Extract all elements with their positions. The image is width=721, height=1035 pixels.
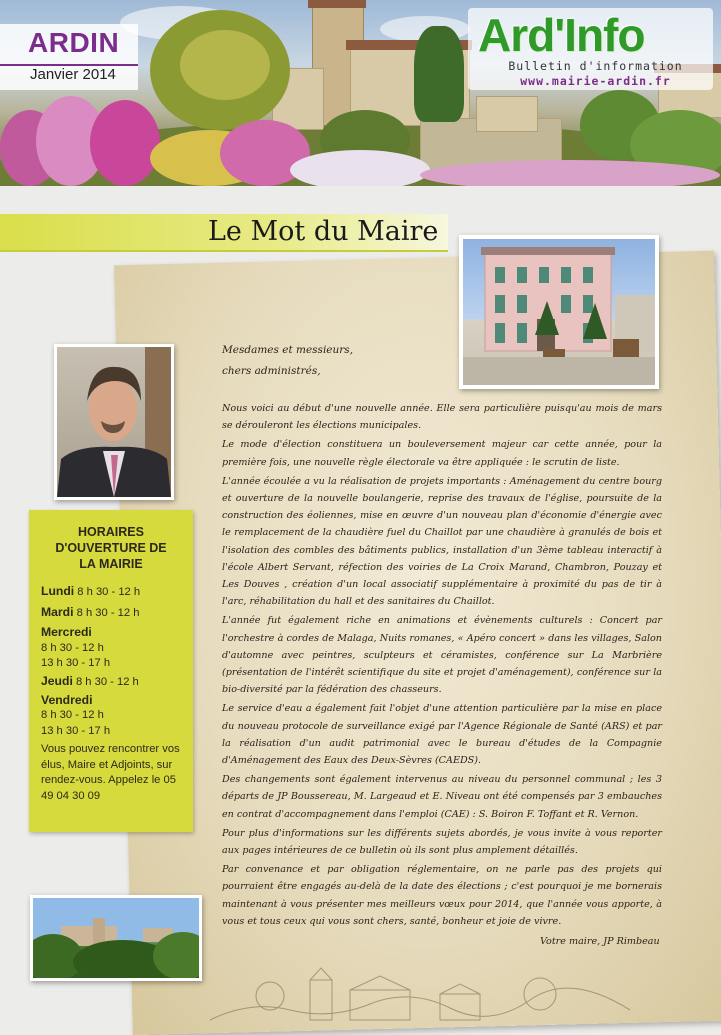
letter-salutation [222,340,353,382]
letter-body [222,400,662,932]
hours-entry-lundi [41,584,191,601]
town-hall-photo [459,235,659,389]
website-link[interactable]: www.mairie-ardin.fr [520,74,671,88]
issue-date: Janvier 2014 [30,66,116,83]
opening-hours-list [41,584,191,741]
village-sketch-illustration [210,960,630,1024]
time-range: 8 h 30 - 12 h [41,709,104,722]
day-label: Lundi [41,584,75,598]
letter-paragraph: Le service d'eau a également fait l'objet d'une attention particulière par la mise en place du nouveau protocole de surveillance exigé par l'Agence Régionale de Santé (ARS) et par la réalisation d'un audit patrimonial avec le bureau d'études de la Compagnie d'Aménagement des Eaux des Deux-Sèvres (CAEDS). [222,703,662,767]
day-label: Vendredi [41,692,93,707]
salutation-line-1: Mesdames et messieurs, [222,344,354,356]
letter-paragraph: Par convenance et par obligation réglementaire, on ne parle pas des projets qui pourraient être engagés au-delà de la date des élections ; c'est pourquoi je me bornerais maintenant à vous présenter mes meilleurs vœux pour 2014, que l'année vous apporte, à vous et tous ceux qui vous sont chers, santé, bonheur et joie de vivre. [222,864,662,927]
opening-hours-title: HORAIRES D'OUVERTURE DE LA MAIRIE [55,525,167,571]
mayor-portrait [54,344,174,500]
section-title-underline [0,250,448,252]
letter-paragraph: Le mode d'élection constituera un bouleversement majeur car cette année, pour la première fois, une nouvelle règle électorale va être appliquée : le scrutin de liste. [222,439,662,468]
hours-entry-jeudi [41,674,191,691]
letter-paragraph: L'année fut également riche en animations et évènements culturels : Concert par l'orchestre à cordes de Malaga, Nuits romanes, « Apéro concert » dans les villages, Salon d'automne avec peintres, sculpteurs et céramistes, conférence sur La Marbrière (présentation de l'intérêt scientifique du site et projet d'aménagement), conférence sur la bio-diversité par la fédération des chasseurs. [222,615,662,696]
bulletin-name: Ard'Info [478,9,645,61]
hours-entry-mardi [41,605,191,622]
appointment-note: Vous pouvez rencontrer vos élus, Maire et Adjoints, sur rendez-vous. Appelez le 05 49 04 30 09 [41,743,180,802]
letter-paragraph: L'année écoulée a vu la réalisation de projets importants : Aménagement du centre bourg et ouverture de la nouvelle boulangerie, reprise des travaux de l'église, poursuite de la construction des éoliennes, mise en œuvre d'un nouveau plan d'économie d'énergie avec le remplacement de la chaudière fuel du Chaillot par une chaudière à granulés de bois et l'isolation des combles des bâtiments publics, installation d'un 3ème tableau interactif à l'école Albert Servant, réfection des voiries de La Croix Marand, Chambron, Pouzay et Les Douves , création d'un local associatif supplémentaire à proximité du pas de tir à l'arc, réhabilitation du hall et des sanitaires du Chaillot. [222,475,662,608]
mayor-signature: Votre maire, JP Rimbeau [540,936,660,947]
time-range: 8 h 30 - 12 h [41,641,104,654]
salutation-line-2: chers administrés, [222,365,321,377]
commune-name: ARDIN [28,27,120,58]
time-range: 13 h 30 - 17 h [41,657,111,670]
time-range: 8 h 30 - 12 h [75,675,139,688]
time-range: 8 h 30 - 12 h [77,586,141,598]
letter-paragraph: Des changements sont également intervenus au niveau du personnel communal ; les 3 départs de JP Boussereau, M. Largeaud et E. Niveau ont été compensés par 3 embauches en contrat d'accompagnement dans l'emploi (CAE) : S. Boiron F. Toffant et R. Vernon. [222,774,662,820]
day-label: Mercredi [41,625,92,640]
letter-paragraph: Pour plus d'informations sur les différents sujets abordés, je vous invite à vous reporter aux pages intérieures de ce bulletin où ils sont plus amplement détaillés. [222,827,662,857]
time-range: 13 h 30 - 17 h [41,724,111,737]
village-photo [30,895,202,981]
time-range: 8 h 30 - 12 h [76,606,140,619]
page-title: Le Mot du Maire [208,216,439,247]
day-label: Mardi [41,604,74,619]
day-label: Jeudi [41,673,73,688]
hours-entry-mercredi [41,625,191,672]
letter-paragraph: Nous voici au début d'une nouvelle année. Elle sera particulière puisqu'au mois de mars se dérouleront les élections municipales. [222,403,662,432]
hours-entry-vendredi [41,693,191,740]
bulletin-subtitle: Bulletin d'information [508,59,683,73]
